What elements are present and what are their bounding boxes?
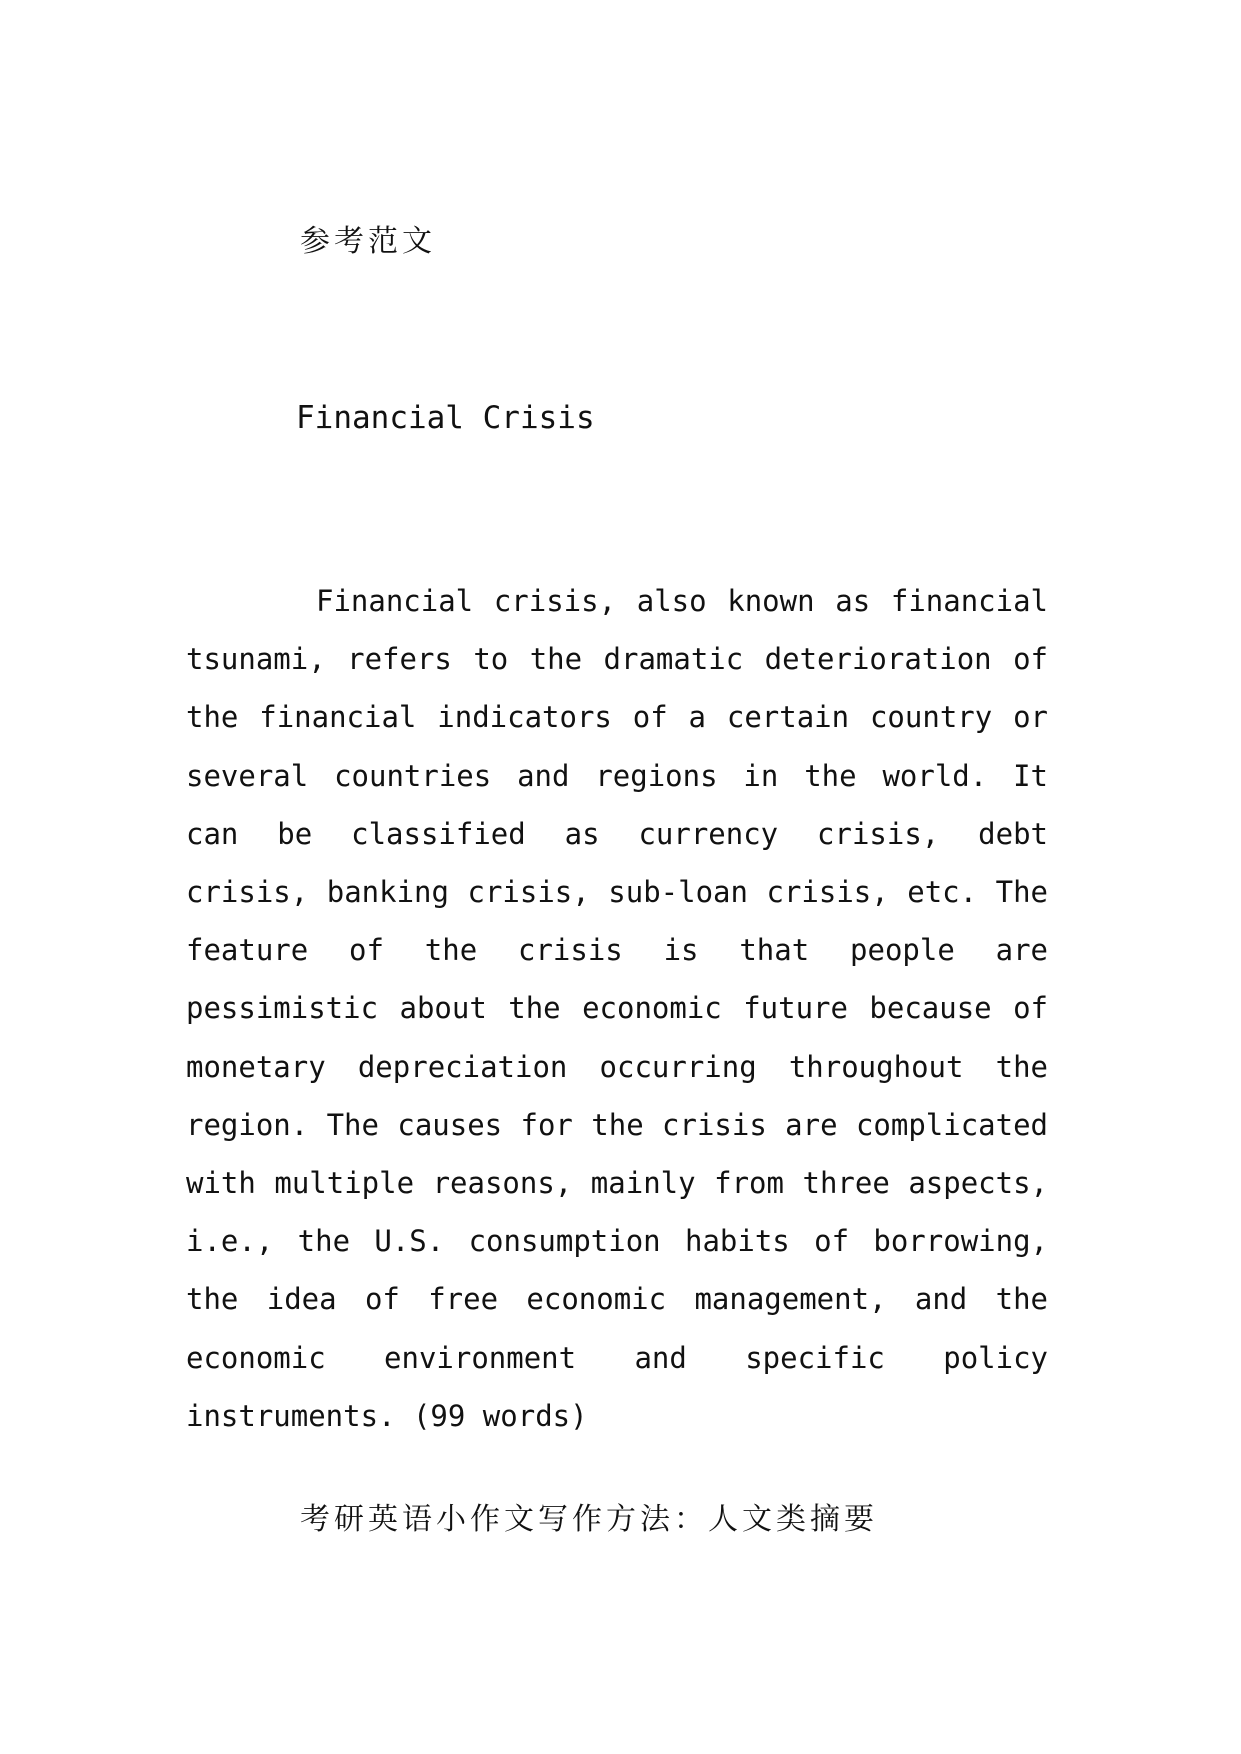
essay-title: Financial Crisis — [296, 400, 595, 436]
reference-essay-label: 参考范文 — [300, 224, 436, 259]
essay-body-paragraph: Financial crisis, also known as financial tsunami, refers to the dramatic deterioration of the financial indicators of a certain country or several countries and regions in the world. It can be classified as currency crisis, debt crisis, banking crisis, sub-loan crisis, etc. The feature of the crisis is that people are pessimistic about the economic future because of monetary depreciation occurring throughout the region. The causes for the crisis are complicated with multiple reasons, mainly from three aspects, i.e., the U.S. consumption habits of borrowing, the idea of free economic management, and the economic environment and specific policy instruments. (99 words) — [186, 584, 1048, 1433]
section-heading: 考研英语小作文写作方法：人文类摘要 — [300, 1502, 878, 1537]
